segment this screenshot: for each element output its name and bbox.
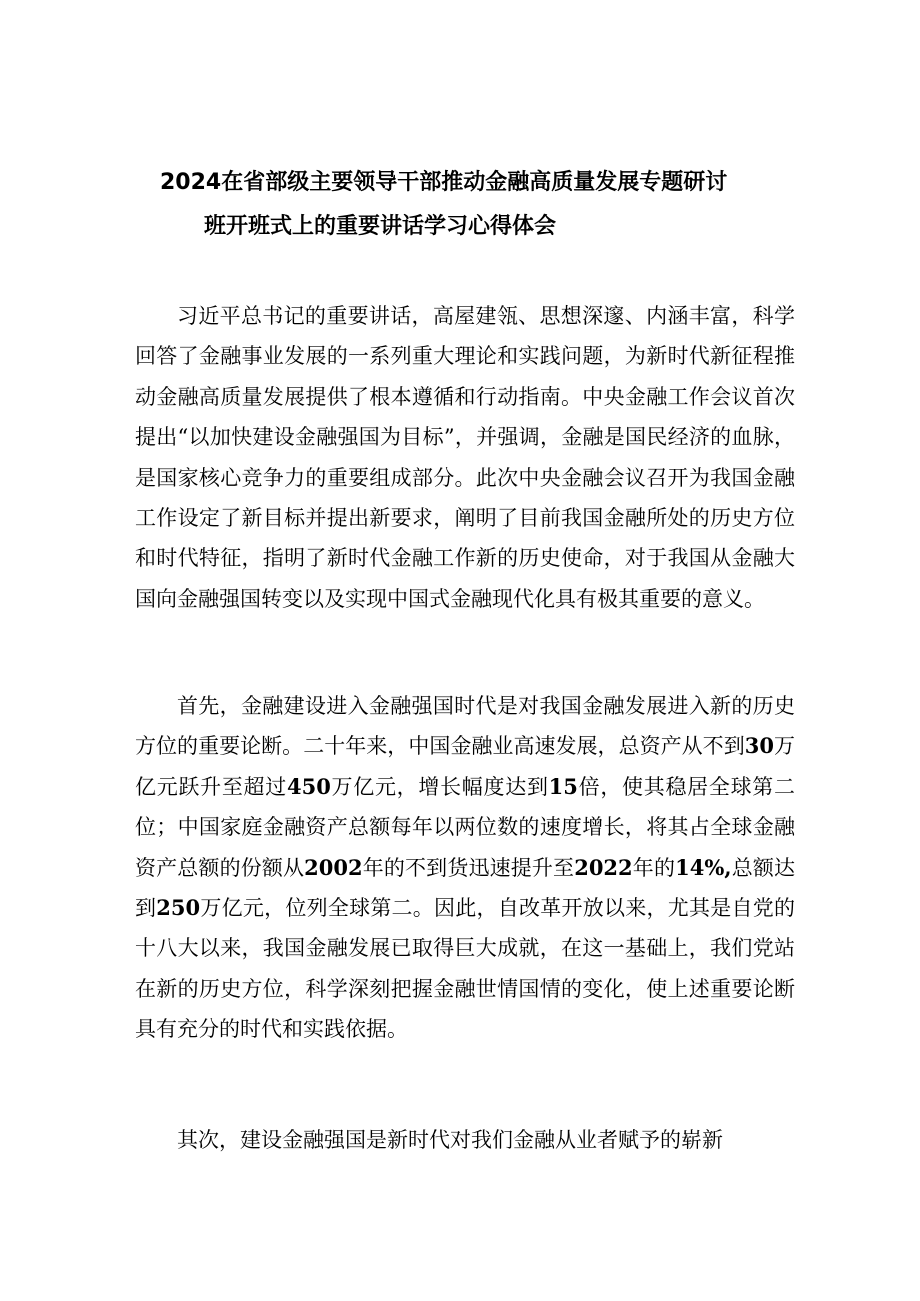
body-paragraph-2	[135, 686, 795, 1050]
figure-14-percent: 14%,	[675, 854, 732, 880]
paragraph-2-text: 万亿元，位列全球第二。因此，自改革开放以来，尤其是自党的十八大以来，我国金融发展已取得巨大成就，在这一基础上，我们党站在新的历史方位，科学深刻把握金融世情国情的变化，使上述重要论断具有充分的时代和实践依据。	[135, 896, 796, 1042]
paragraph-2-text: 首先，金融建设进入金融强国时代是对我国金融发展进入新的历史方位的重要论断。二十年来，中国金融业高速发展，总资产从不到	[135, 694, 795, 759]
figure-250: 250	[156, 895, 201, 921]
paragraph-2-text: 年的不到货迅速提升至	[362, 855, 575, 880]
figure-2022: 2022	[574, 854, 633, 880]
figure-2002: 2002	[304, 854, 363, 880]
figure-450: 450	[286, 773, 331, 799]
figure-15: 15	[548, 773, 578, 799]
paragraph-2-text: 万亿元，增长幅度达到	[330, 774, 549, 799]
paragraph-2-text: 总额达到	[135, 855, 796, 921]
document-title-line-2: 班开班式上的重要讲话学习心得体会	[204, 214, 557, 239]
paragraph-2-text: 万亿元跃升至超过	[135, 734, 796, 799]
body-paragraph-3: 其次，建设金融强国是新时代对我们金融从业者赋予的崭新	[177, 1128, 723, 1152]
paragraph-2-text: 倍，使其稳居全球第二位；中国家庭金融资产总额每年以两位数的速度增长，将其占全球金融资产总额的份额从	[135, 774, 796, 880]
body-paragraph-1: 习近平总书记的重要讲话，高屋建瓴、思想深邃、内涵丰富，科学回答了金融事业发展的一系列重大理论和实践问题，为新时代新征程推动金融高质量发展提供了根本遵循和行动指南。中央金融工作会议首次提出“以加快建设金融强国为目标”，并强调，金融是国民经济的血脉，是国家核心竞争力的重要组成部分。此次中央金融会议召开为我国金融工作设定了新目标并提出新要求，阐明了目前我国金融所处的历史方位和时代特征，指明了新时代金融工作新的历史使命，对于我国从金融大国向金融强国转变以及实现中国式金融现代化具有极其重要的意义。	[135, 304, 795, 611]
document-title-line-1: 2024在省部级主要领导干部推动金融高质量发展专题研讨	[160, 170, 728, 195]
paragraph-2-text: 年的	[632, 855, 676, 880]
figure-30: 30	[744, 733, 774, 759]
